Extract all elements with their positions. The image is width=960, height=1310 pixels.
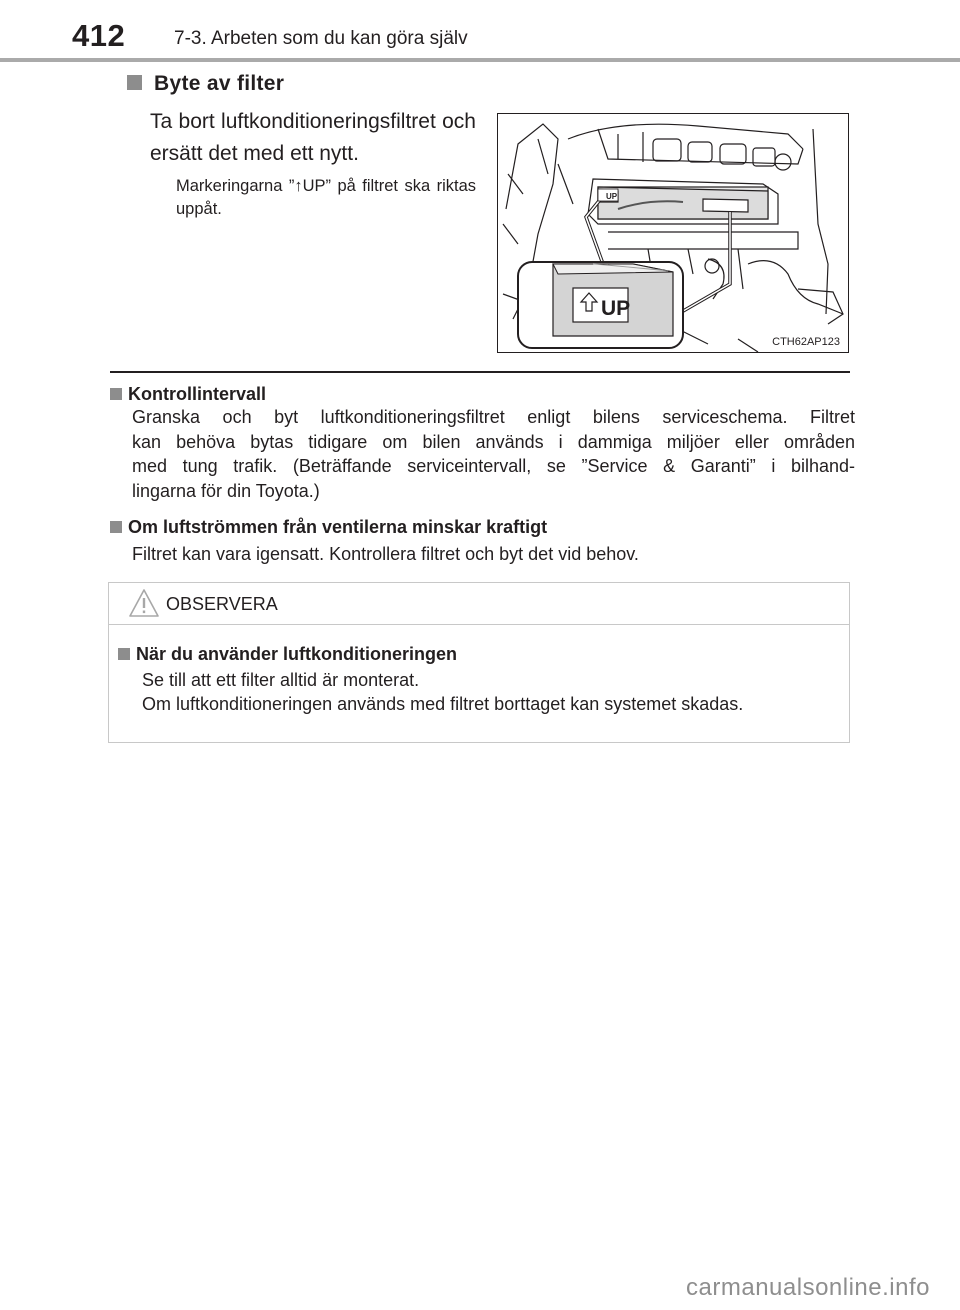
section-body	[132, 542, 855, 567]
caution-title: OBSERVERA	[166, 594, 278, 614]
body-line: kan behöva bytas tidigare om bilen används i dammiga miljöer eller områden	[132, 431, 855, 452]
heading-bullet	[110, 388, 122, 400]
section-rule	[110, 371, 850, 373]
header-rule	[0, 58, 960, 62]
magnified-up-label: UP	[601, 297, 631, 320]
heading-bullet	[110, 521, 122, 533]
caution-header	[109, 583, 849, 625]
caution-subheading	[118, 644, 849, 665]
section-heading	[110, 517, 855, 538]
caution-line: Om luftkonditioneringen används med filtret borttaget kan systemet skadas.	[142, 693, 744, 714]
section-check-interval	[110, 384, 855, 503]
caution-text	[142, 669, 849, 716]
caution-line: Se till att ett filter alltid är monterat.	[142, 670, 420, 690]
body-line: Granska och byt luftkonditioneringsfiltret enligt bilens serviceschema. Filtret	[132, 407, 855, 427]
section-body	[132, 405, 855, 503]
filter-heading	[127, 72, 284, 96]
step-text: Ta bort luftkonditioneringsfiltret och ersätt det med ett nytt.	[150, 110, 476, 165]
figure-code: CTH62AP123	[772, 336, 840, 348]
filter-drawing	[498, 114, 849, 353]
watermark: carmanualsonline.info	[686, 1274, 930, 1301]
caution-subheading-text: När du använder luftkonditioneringen	[136, 644, 458, 664]
small-up-label: UP	[606, 192, 618, 201]
body-line: med tung trafik. (Beträffande serviceintervall, se ”Service & Garanti” i bilhand-	[132, 456, 855, 476]
section-heading-text: Kontrollintervall	[128, 384, 267, 404]
filter-heading-text: Byte av filter	[154, 72, 285, 95]
heading-bullet	[127, 75, 142, 90]
section-heading-text: Om luftströmmen från ventilerna minskar kraftigt	[128, 517, 548, 537]
page-number: 412	[72, 18, 126, 53]
body-line: Filtret kan vara igensatt. Kontrollera filtret och byt det vid behov.	[132, 544, 639, 564]
section-heading	[110, 384, 855, 405]
chapter-title: 7-3. Arbeten som du kan göra själv	[174, 28, 468, 49]
section-airflow	[110, 517, 855, 567]
heading-bullet	[118, 648, 130, 660]
caution-body	[109, 625, 849, 716]
warning-icon	[128, 588, 160, 618]
filter-illustration	[497, 113, 849, 353]
note-text: Markeringarna ”↑UP” på filtret ska riktas uppåt.	[176, 177, 476, 218]
caution-box	[108, 582, 850, 743]
body-line: lingarna för din Toyota.)	[132, 480, 320, 501]
